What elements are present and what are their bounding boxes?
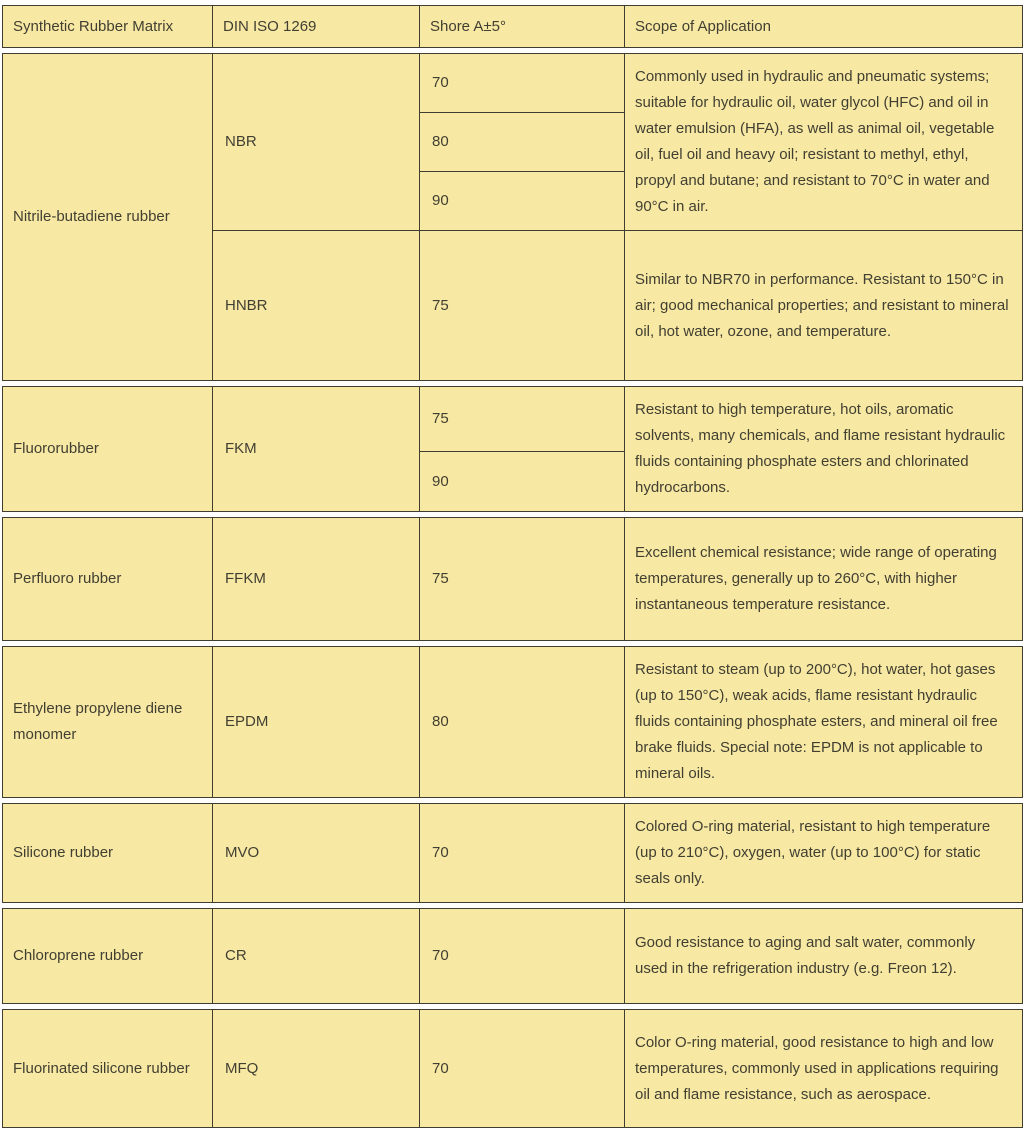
shore-cell-mvo-70: 70 [420,804,625,903]
matrix-cell-epdm: Ethylene propylene diene monomer [3,647,213,798]
table-row [3,647,1023,798]
din-cell-epdm: EPDM [213,647,420,798]
shore-cell-hnbr-75: 75 [420,231,625,381]
scope-cell-fkm: Resistant to high temperature, hot oils, aromatic solvents, many chemicals, and flame resistant hydraulic fluids containing phosphate esters and chlorinated hydrocarbons. [625,387,1023,512]
shore-cell-epdm-80: 80 [420,647,625,798]
scope-cell-cr: Good resistance to aging and salt water, commonly used in the refrigeration industry (e.g. Freon 12). [625,909,1023,1004]
shore-cell-fkm-90: 90 [420,452,625,512]
table-row [3,804,1023,903]
shore-cell-nbr-70: 70 [420,54,625,113]
scope-cell-hnbr: Similar to NBR70 in performance. Resistant to 150°C in air; good mechanical properties; and resistant to mineral oil, hot water, ozone, and temperature. [625,231,1023,381]
column-header-din-iso-1269: DIN ISO 1269 [213,6,420,48]
din-cell-hnbr: HNBR [213,231,420,381]
scope-cell-epdm: Resistant to steam (up to 200°C), hot water, hot gases (up to 150°C), weak acids, flame resistant hydraulic fluids containing phosphate esters, and mineral oil free brake fluids. Special note: EPDM is not applicable to mineral oils. [625,647,1023,798]
scope-cell-mfq: Color O-ring material, good resistance to high and low temperatures, commonly used in applications requiring oil and flame resistance, such as aerospace. [625,1010,1023,1128]
din-cell-mvo: MVO [213,804,420,903]
table-header-row [2,5,1023,48]
din-cell-ffkm: FFKM [213,518,420,641]
din-cell-fkm: FKM [213,387,420,512]
matrix-cell-nitrile-butadiene: Nitrile-butadiene rubber [3,54,213,381]
table-row [3,54,1023,113]
din-cell-mfq: MFQ [213,1010,420,1128]
shore-cell-nbr-80: 80 [420,113,625,172]
table-row [3,518,1023,641]
group-nitrile-butadiene-rubber [2,53,1023,381]
table-row [3,909,1023,1004]
matrix-cell-fluororubber: Fluororubber [3,387,213,512]
matrix-cell-chloroprene: Chloroprene rubber [3,909,213,1004]
scope-cell-mvo: Colored O-ring material, resistant to high temperature (up to 210°C), oxygen, water (up to 100°C) for static seals only. [625,804,1023,903]
shore-cell-fkm-75: 75 [420,387,625,452]
group-epdm [2,646,1023,798]
shore-cell-ffkm-75: 75 [420,518,625,641]
table-row [3,1010,1023,1128]
group-chloroprene-rubber [2,908,1023,1004]
din-cell-nbr: NBR [213,54,420,231]
group-fluorinated-silicone-rubber [2,1009,1023,1128]
shore-cell-nbr-90: 90 [420,172,625,231]
scope-cell-ffkm: Excellent chemical resistance; wide range of operating temperatures, generally up to 260°C, with higher instantaneous temperature resistance. [625,518,1023,641]
group-silicone-rubber [2,803,1023,903]
column-header-synthetic-rubber-matrix: Synthetic Rubber Matrix [3,6,213,48]
shore-cell-mfq-70: 70 [420,1010,625,1128]
matrix-cell-fluorinated-silicone: Fluorinated silicone rubber [3,1010,213,1128]
table-row [3,387,1023,452]
scope-cell-nbr: Commonly used in hydraulic and pneumatic systems; suitable for hydraulic oil, water glycol (HFC) and oil in water emulsion (HFA), as well as animal oil, vegetable oil, fuel oil and heavy oil; resistant to methyl, ethyl, propyl and butane; and resistant to 70°C in water and 90°C in air. [625,54,1023,231]
column-header-scope-of-application: Scope of Application [625,6,1023,48]
din-cell-cr: CR [213,909,420,1004]
group-fluororubber [2,386,1023,512]
column-header-shore-a: Shore A±5° [420,6,625,48]
shore-cell-cr-70: 70 [420,909,625,1004]
matrix-cell-silicone: Silicone rubber [3,804,213,903]
group-perfluoro-rubber [2,517,1023,641]
matrix-cell-perfluoro: Perfluoro rubber [3,518,213,641]
